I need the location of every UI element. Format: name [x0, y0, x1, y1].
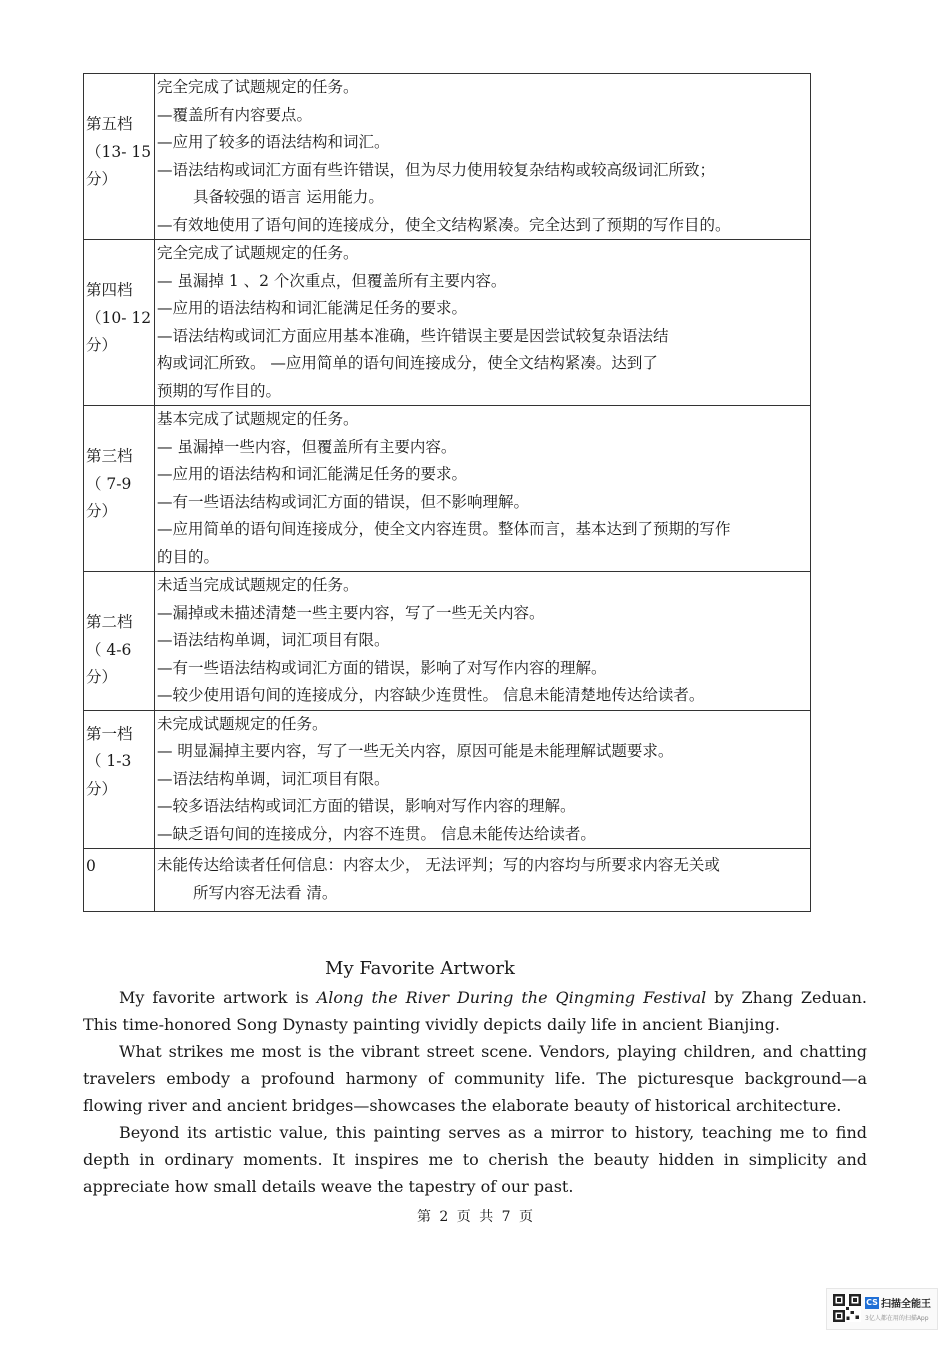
band-criteria: 未能传达给读者任何信息：内容太少， 无法评判；写的内容均与所要求内容无关或 所写内容无法看 清。: [155, 849, 811, 912]
rubric-row-band-4: [84, 240, 811, 406]
page-number: 第 2 页 共 7 页: [416, 1209, 534, 1225]
camscanner-logo-icon: CS: [866, 1298, 878, 1307]
band-criteria: 未完成试题规定的任务。 — 明显漏掉主要内容，写了一些无关内容，原因可能是未能理解试题要求。 —语法结构单调，词汇项目有限。 —较多语法结构或词汇方面的错误，影响对写作内容的理解。 —缺乏语句间的连接成分，内容不连贯。 信息未能传达给读者。: [155, 710, 811, 849]
band-label: 第五档 （13- 15 分）: [84, 74, 155, 240]
scanner-app-name: 扫描全能王: [881, 1299, 931, 1310]
essay-paragraph: Beyond its artistic value, this painting serves as a mirror to history, teaching me to find depth in ordinary moments. It inspires me to cherish the beauty hidden in simplicity and appreciate how small details weave the tapestry of our past.: [83, 1123, 867, 1196]
rubric-row-band-0: [84, 849, 811, 912]
rubric-row-band-1: [84, 710, 811, 849]
rubric-row-band-2: [84, 572, 811, 711]
rubric-row-band-3: [84, 406, 811, 572]
band-criteria: 未适当完成试题规定的任务。 —漏掉或未描述清楚一些主要内容，写了一些无关内容。 —语法结构单调，词汇项目有限。 —有一些语法结构或词汇方面的错误，影响了对写作内容的理解。 —较少使用语句间的连接成分，内容缺少连贯性。 信息未能清楚地传达给读者。: [155, 572, 811, 711]
qr-code-icon: [833, 1294, 861, 1322]
essay-title: My Favorite Artwork: [325, 958, 515, 979]
band-label: 第三档 （ 7-9 分）: [84, 406, 155, 572]
scoring-rubric-table: [83, 73, 811, 912]
scanner-watermark: [826, 1288, 938, 1330]
essay-paragraph: What strikes me most is the vibrant street scene. Vendors, playing children, and chatting travelers embody a profound harmony of community life. The picturesque background—a flowing river and ancient bridges—showcases the elaborate beauty of historical architecture.: [83, 1042, 867, 1115]
rubric-row-band-5: [84, 74, 811, 240]
band-label: 第四档 （10- 12 分）: [84, 240, 155, 406]
band-criteria: 完全完成了试题规定的任务。 —覆盖所有内容要点。 —应用了较多的语法结构和词汇。 —语法结构或词汇方面有些许错误，但为尽力使用较复杂结构或较高级词汇所致； 具备较强的语言 运用能力。 —有效地使用了语句间的连接成分，使全文结构紧凑。完全达到了预期的写作目的。: [155, 74, 811, 240]
band-label: 第二档 （ 4-6 分）: [84, 572, 155, 711]
band-label: 0: [84, 849, 155, 912]
artwork-title: Along the River During the Qingming Festival: [316, 988, 707, 1007]
band-criteria: 完全完成了试题规定的任务。 — 虽漏掉 1 、2 个次重点，但覆盖所有主要内容。 —应用的语法结构和词汇能满足任务的要求。 —语法结构或词汇方面应用基本准确，些许错误主要是因尝试较复杂语法结 构或词汇所致。 —应用简单的语句间连接成分，使全文结构紧凑。达到了 预期的写作目的。: [155, 240, 811, 406]
essay-paragraph: My favorite artwork is Along the River During the Qingming Festival by Zhang Zeduan. This time-honored Song Dynasty painting vividly depicts daily life in ancient Bianjing.: [83, 988, 867, 1034]
essay-body: [83, 984, 867, 1200]
band-criteria: 基本完成了试题规定的任务。 — 虽漏掉一些内容，但覆盖所有主要内容。 —应用的语法结构和词汇能满足任务的要求。 —有一些语法结构或词汇方面的错误，但不影响理解。 —应用简单的语句间连接成分，使全文内容连贯。整体而言，基本达到了预期的写作 的目的。: [155, 406, 811, 572]
scanner-app-tagline: 3亿人都在用的扫描App: [865, 1315, 929, 1322]
band-label: 第一档 （ 1-3 分）: [84, 710, 155, 849]
